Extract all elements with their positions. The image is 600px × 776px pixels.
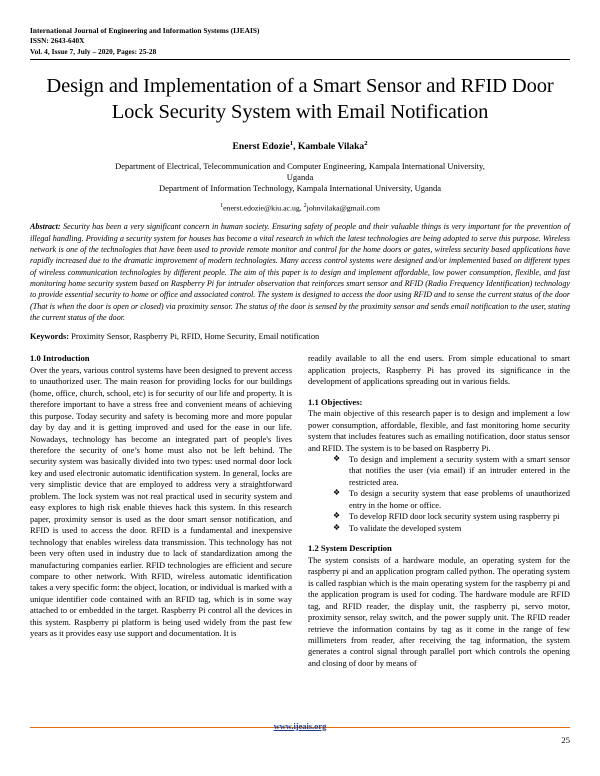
journal-name: International Journal of Engineering and Information Systems (IJEAIS) [30, 26, 260, 35]
left-column [30, 353, 292, 669]
abstract-text: Security has been a very significant concern in human society. Ensuring safety of people and their valuable things is very important for the prevention of illegal handling. Providing a security system for houses has become a vital research in which the latest technologies are being adopted to serve this purpose. Wireless network is one of the technologies that have been used to provide remote monitor and control for the home doors or gates, wireless security based applications have rapidly increased due to the dramatic improvement of modern technologies. Many access control systems were designed and/or implemented based on different types of wireless communication technologies by different people. The aim of this paper is to design and implement affordable, low power consumption, flexible, and fast monitoring home security system based on Raspberry Pi for intruder observation that reinforces smart sensor and RFID (Radio Frequency Identification) technology to provide essential security to home or office and associated control. The system is designed to access the door using RFID and to sense the current status of the door (That is when the door is open or closed) via proximity sensor. The status of the door is sensed by the proximity sensor and sends email notification to the user, stating the current status of the door. [30, 222, 570, 323]
list-item [333, 511, 570, 522]
affiliation-line-3: Department of Information Technology, Kampala International University, Uganda [158, 182, 442, 193]
objective-text: To design a security system that ease problems of unauthorized entry in the home or office. [349, 488, 570, 510]
affiliation-block [30, 161, 570, 194]
footer-url[interactable] [0, 722, 600, 731]
journal-issn: ISSN: 2643-640X [30, 36, 85, 46]
author-list: Enerst Edozie$^1$, Kambale Vilaka$^2$ [232, 139, 368, 152]
objective-text: To develop RFID door lock security system using raspberry pi [349, 511, 560, 522]
section-heading-introduction: 1.0 Introduction [30, 353, 90, 364]
email-one-superscript: 1 [220, 202, 224, 209]
affiliation-line-1: Department of Electrical, Telecommunication and Computer Engineering, Kampala International University, [115, 160, 485, 171]
diamond-bullet-icon: ❖ [333, 522, 341, 532]
journal-volume-line: Vol. 4, Issue 7, July – 2020, Pages: 25-28 [30, 46, 157, 56]
keywords-text: Proximity Sensor, Raspberry Pi, RFID, Home Security, Email notification [69, 332, 320, 342]
page-title: Design and Implementation of a Smart Sensor and RFID Door Lock Security System with Email Notification [46, 75, 554, 124]
author-one: Enerst Edozie [232, 140, 290, 152]
journal-website-link[interactable]: www.ijeais.org [273, 722, 327, 731]
body-columns [30, 353, 570, 669]
header-divider [30, 59, 570, 60]
right-column [308, 353, 570, 669]
diamond-bullet-icon: ❖ [333, 454, 341, 463]
list-item [333, 454, 570, 488]
objective-text: To validate the developed system [349, 522, 462, 533]
diamond-bullet-icon: ❖ [333, 488, 341, 498]
objectives-intro-paragraph: The main objective of this research paper is to design and implement a low power consumption, affordable, flexible, and fast monitoring home security system that includes features such as emailing notification, door status sensor and RFID. The system is to be based on Raspberry Pi. [308, 408, 570, 453]
diamond-bullet-icon: ❖ [333, 511, 341, 521]
list-item [333, 488, 570, 511]
affiliation-line-2: Uganda [286, 171, 314, 182]
introduction-continued-paragraph: readily available to all the end users. From simple educational to smart application projects, Raspberry Pi has proved its significance in the development of applications spreading out in various fields. [308, 353, 570, 387]
list-item [333, 523, 570, 534]
section-heading-system-description: 1.2 System Description [308, 543, 392, 554]
journal-header [30, 26, 570, 57]
objectives-list [308, 454, 570, 534]
introduction-paragraph: Over the years, various control systems have been designed to prevent access to unauthorized user. The main reason for providing locks for our buildings (home, office, church, school, etc) is for security of our life and property. It is therefore important to have a stress free and convenient means of achieving this purpose. Today security and safety is becoming more and more popular day by day and it is getting improved and used for the ease in our life. Nowadays, technology has become an integrated part of people's lives therefore the security of one’s home must also not be left behind. The security system was basically divided into two types: used normal door lock key and used electronic automatic identification system. In general, locks are very simplistic device that are employed to address very a straightforward problem. The lock system was not real practical used in security system and easy explores to high risk enable thieves hack this system. In this research paper, proximity sensor is used as the door smart sensor notification, and RFID is used to access the door. RFID is a fundamental and inexpensive technology that enables wireless data transmission. This technology has not been very often used in industry due to lack of standardization among the manufacturing companies earlier. RFID technologies are efficient and secure compare to other network. With RFID, wireless automatic identification takes a very specific form: the object, location, or individual is marked with a unique identifier code contained with an RFID tag, which is in some way attached to or embedded in the target. Raspberry Pi control all the devices in this system. Raspberry pi platform is being used widely from the past few years as it provides easy use support and documentation. It is [30, 364, 292, 639]
author-one-superscript: 1 [289, 139, 294, 147]
page-number: 25 [561, 735, 570, 745]
email-one[interactable]: enerst.edozie@kiu.ac.ug, [223, 203, 302, 213]
system-description-paragraph: The system consists of a hardware module, an operating system for the raspberry pi and an application program called python. The operating system is called raspbian which is the main operating system for the raspberry pi and the application program is used for coding. The hardware module are RFID tag, and RFID reader, the display unit, the raspberry pi, servo motor, proximity sensor, relay switch, and the power supply unit. The RFID reader retrieve the information contains by tag as it come in the range of few millimeters from reader, after receiving the tag information, the system generates a control signal through parallel port which controls the opening and closing of door by means of [308, 554, 570, 668]
abstract-label: Abstract: [30, 222, 61, 232]
section-heading-objectives: 1.1 Objectives: [308, 396, 363, 407]
author-two-superscript: 2 [364, 139, 368, 147]
author-emails [30, 203, 570, 213]
objective-text: To design and implement a security system with a smart sensor that notifies the user (via email) if an intruder entered in the restricted area. [349, 454, 570, 487]
email-two[interactable]: johnvilaka@gmail.com [306, 203, 380, 213]
author-two: Kambale Vilaka [297, 140, 365, 152]
keywords-label: Keywords: [30, 332, 70, 342]
keywords-block [30, 331, 570, 343]
abstract-block [30, 221, 570, 323]
email-two-superscript: 2 [303, 202, 307, 209]
